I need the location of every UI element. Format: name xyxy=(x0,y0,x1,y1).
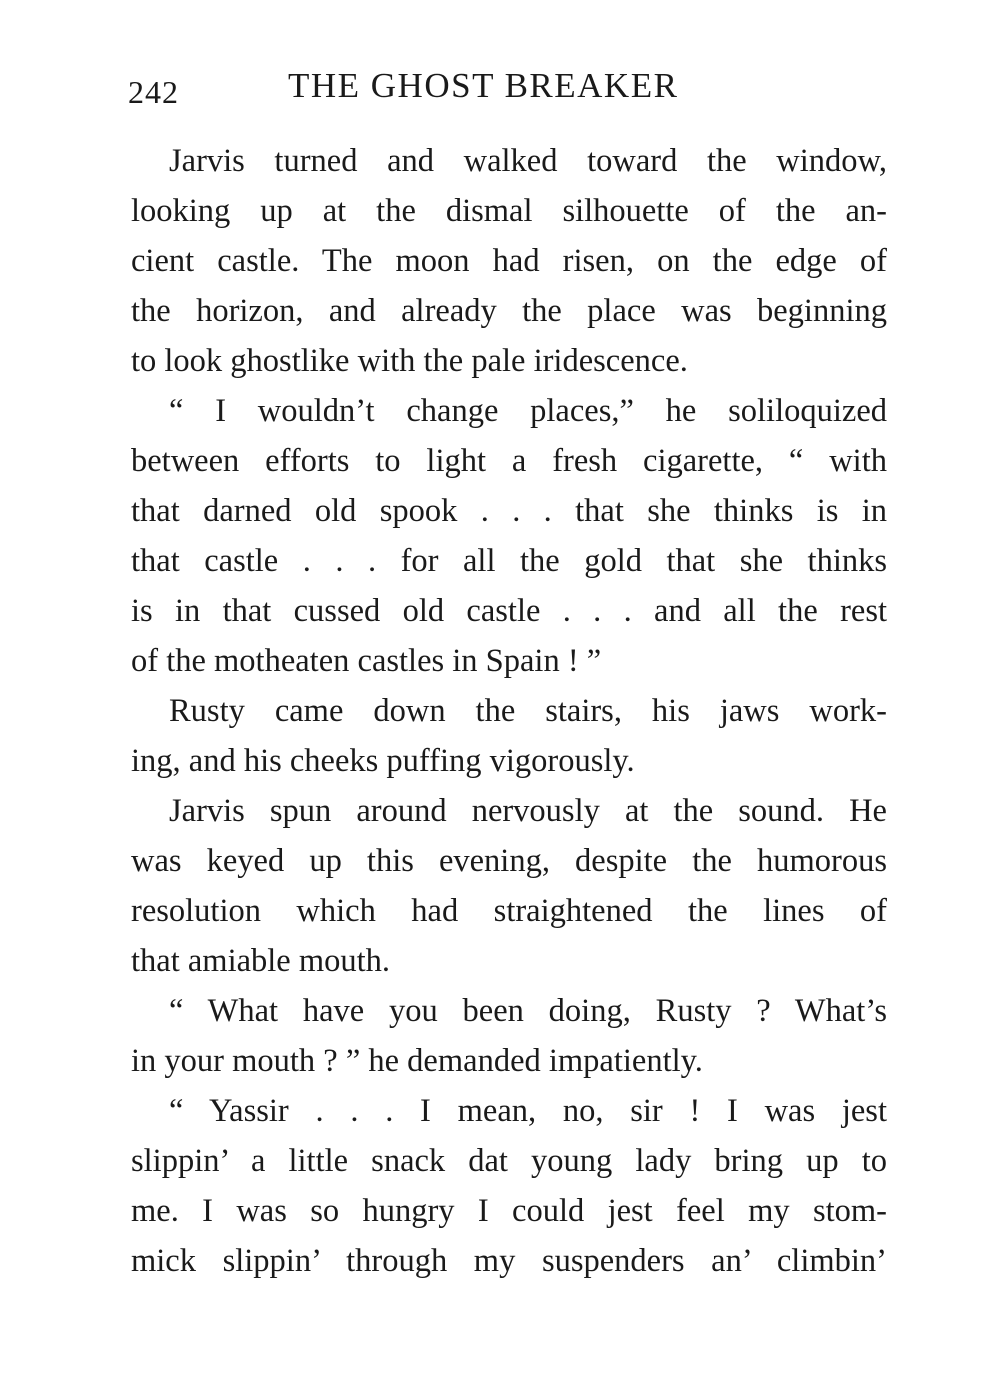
paragraph xyxy=(131,136,887,386)
text-line: that amiable mouth. xyxy=(131,943,391,979)
text-line: slippin’ a little snack dat young lady bring up to xyxy=(131,1143,887,1179)
text-line: ing, and his cheeks puffing vigorously. xyxy=(131,743,635,779)
paragraph xyxy=(131,1086,887,1286)
text-line: Jarvis spun around nervously at the sound. He xyxy=(169,793,887,829)
text-line: “ What have you been doing, Rusty ? What’s xyxy=(169,993,887,1029)
text-line: between efforts to light a fresh cigarette, “ with xyxy=(131,443,887,479)
running-head xyxy=(128,66,888,116)
text-line: to look ghostlike with the pale iridescence. xyxy=(131,343,688,379)
text-line: looking up at the dismal silhouette of the an- xyxy=(131,193,887,229)
text-line: is in that cussed old castle . . . and all the rest xyxy=(131,593,887,629)
text-line: that castle . . . for all the gold that she thinks xyxy=(131,543,887,579)
text-line: resolution which had straightened the lines of xyxy=(131,893,887,929)
body-text xyxy=(131,136,887,1286)
paragraph xyxy=(131,686,887,786)
running-title: THE GHOST BREAKER xyxy=(288,66,679,105)
text-line: “ I wouldn’t change places,” he soliloquized xyxy=(169,393,887,429)
text-line: mick slippin’ through my suspenders an’ climbin’ xyxy=(131,1243,887,1279)
text-line: Rusty came down the stairs, his jaws work- xyxy=(169,693,887,729)
paragraph xyxy=(131,386,887,686)
text-line: of the motheaten castles in Spain ! ” xyxy=(131,643,602,679)
text-line: was keyed up this evening, despite the humorous xyxy=(131,843,887,879)
text-line: “ Yassir . . . I mean, no, sir ! I was jest xyxy=(169,1093,887,1129)
text-line: cient castle. The moon had risen, on the edge of xyxy=(131,243,887,279)
text-line: the horizon, and already the place was beginning xyxy=(131,293,887,329)
page-number: 242 xyxy=(128,74,179,110)
text-line: in your mouth ? ” he demanded impatiently. xyxy=(131,1043,703,1079)
paragraph xyxy=(131,786,887,986)
text-line: that darned old spook . . . that she thinks is in xyxy=(131,493,887,529)
text-line: Jarvis turned and walked toward the window, xyxy=(169,143,887,179)
paragraph xyxy=(131,986,887,1086)
text-line: me. I was so hungry I could jest feel my stom- xyxy=(131,1193,887,1229)
